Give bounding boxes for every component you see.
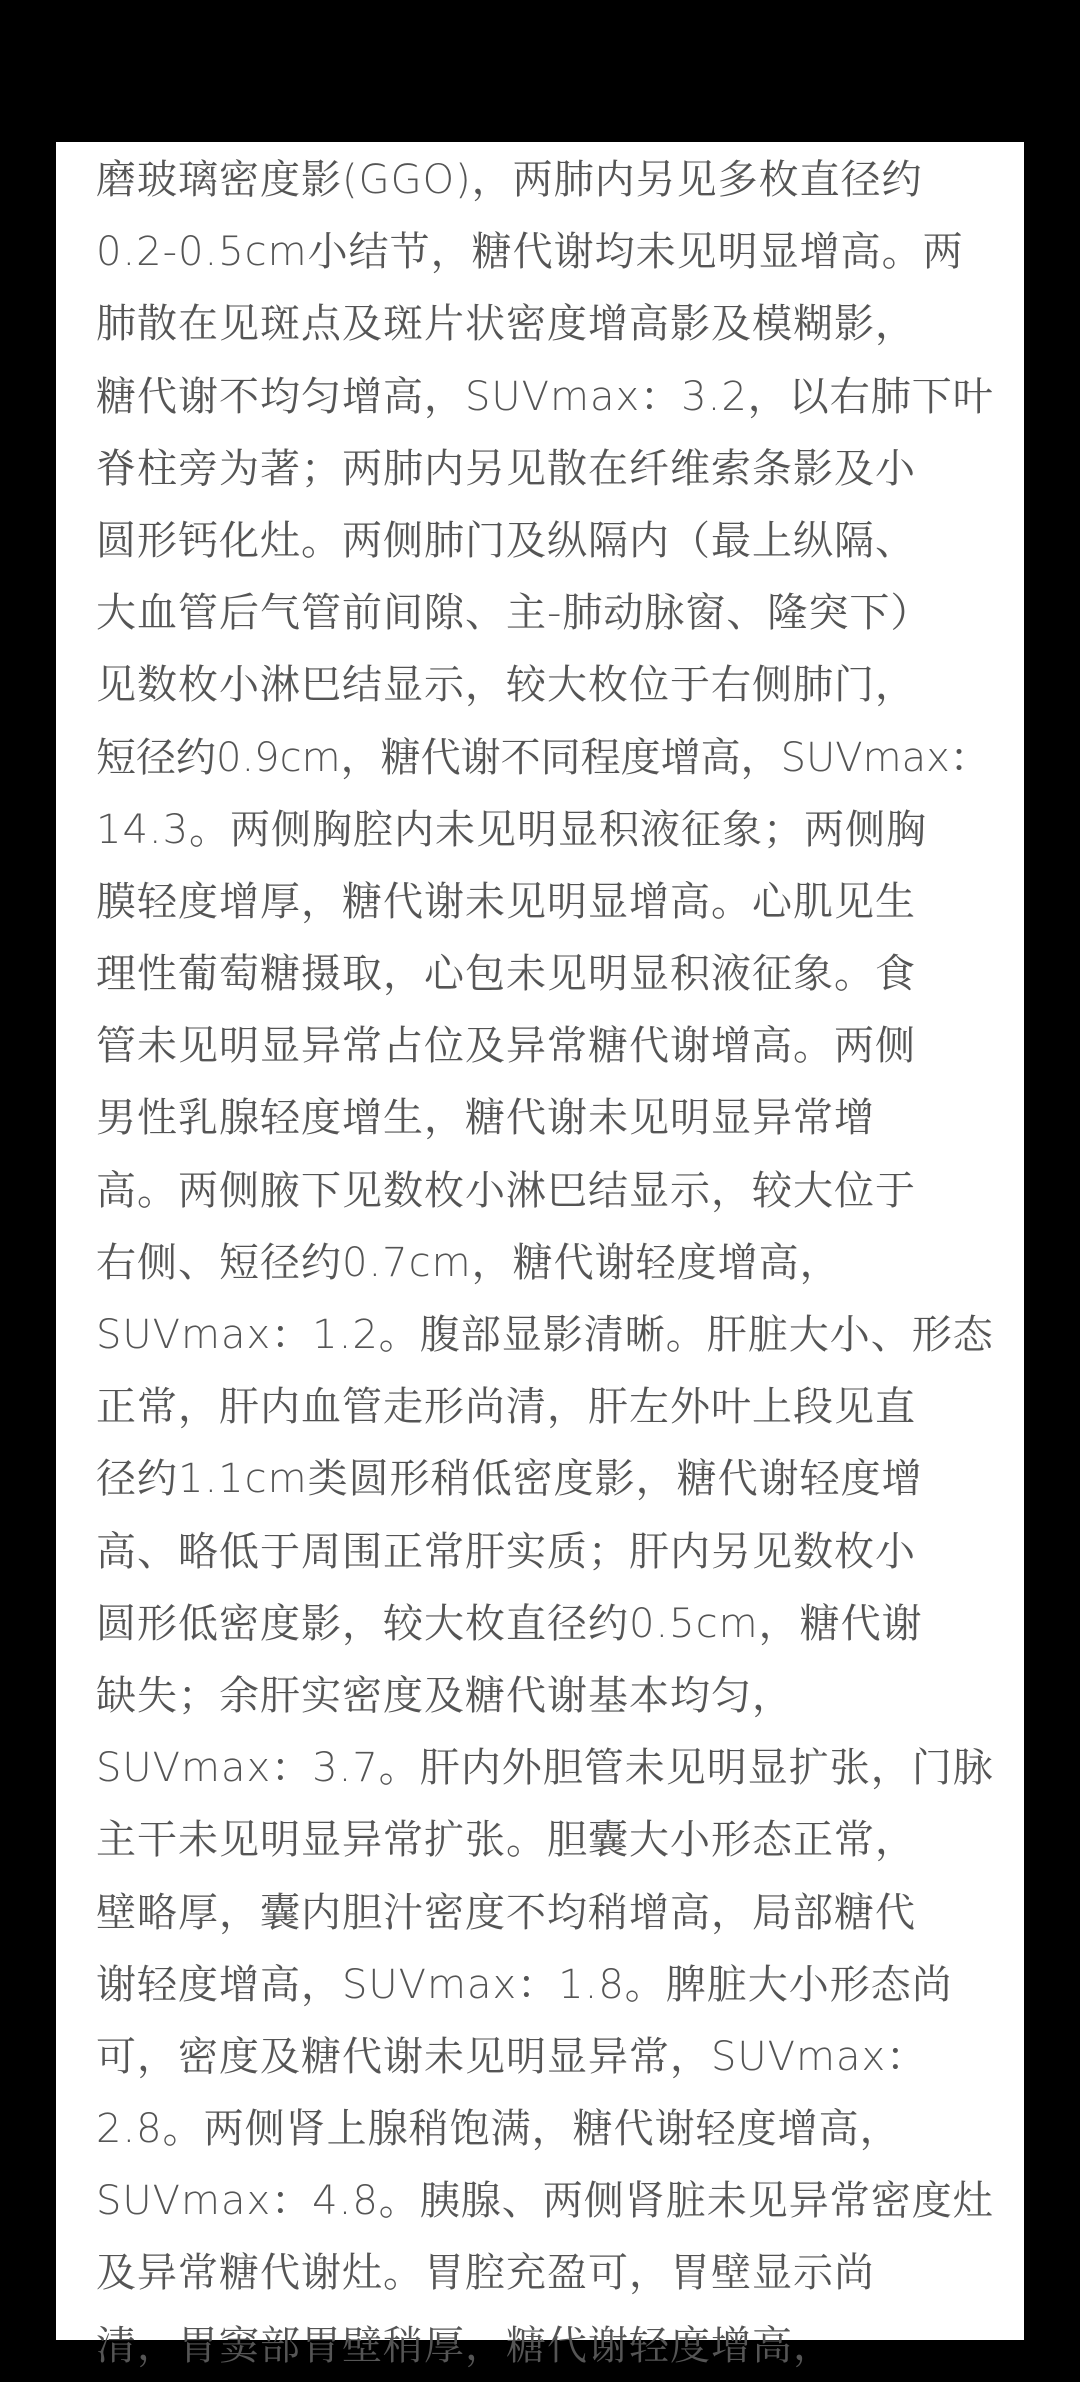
report-line: 14.3。两侧胸腔内未见明显积液征象；两侧胸 bbox=[96, 806, 928, 853]
report-line: 短径约0.9cm，糖代谢不同程度增高，SUVmax： bbox=[96, 734, 990, 781]
report-line: 男性乳腺轻度增生，糖代谢未见明显异常增 bbox=[96, 1095, 875, 1142]
report-line: 谢轻度增高，SUVmax：1.8。脾脏大小形态尚 bbox=[96, 1961, 953, 2008]
report-line: 见数枚小淋巴结显示，较大枚位于右侧肺门， bbox=[96, 662, 916, 709]
report-line: 缺失；余肝实密度及糖代谢基本均匀， bbox=[96, 1672, 793, 1719]
document-page[interactable] bbox=[56, 142, 1024, 2369]
report-line: SUVmax：4.8。胰腺、两侧肾脏未见异常密度灶 bbox=[96, 2178, 994, 2225]
report-line: 正常，肝内血管走形尚清，肝左外叶上段见直 bbox=[96, 1384, 916, 1431]
report-line: 2.8。两侧肾上腺稍饱满，糖代谢轻度增高， bbox=[96, 2106, 901, 2153]
report-line: 圆形钙化灶。两侧肺门及纵隔内（最上纵隔、 bbox=[96, 517, 916, 564]
report-line: 高、略低于周围正常肝实质；肝内另见数枚小 bbox=[96, 1528, 916, 1575]
report-line: 高。两侧腋下见数枚小淋巴结显示，较大位于 bbox=[96, 1167, 916, 1214]
report-line: 理性葡萄糖摄取，心包未见明显积液征象。食 bbox=[96, 951, 916, 998]
report-line: 大血管后气管前间隙、主-肺动脉窗、隆突下） bbox=[96, 590, 932, 637]
report-line: 管未见明显异常占位及异常糖代谢增高。两侧 bbox=[96, 1023, 916, 1070]
report-line: 脊柱旁为著；两肺内另见散在纤维索条影及小 bbox=[96, 445, 916, 492]
report-line: 径约1.1cm类圆形稍低密度影，糖代谢轻度增 bbox=[96, 1456, 923, 1503]
report-line: SUVmax：1.2。腹部显影清晰。肝脏大小、形态 bbox=[96, 1312, 994, 1358]
report-text-block bbox=[96, 144, 1014, 2382]
report-line: 右侧、短径约0.7cm，糖代谢轻度增高， bbox=[96, 1239, 841, 1286]
report-line: 及异常糖代谢灶。胃腔充盈可，胃壁显示尚 bbox=[96, 2250, 875, 2297]
top-black-bar bbox=[0, 0, 1080, 142]
report-line: 圆形低密度影，较大枚直径约0.5cm，糖代谢 bbox=[96, 1600, 923, 1647]
report-line: 壁略厚，囊内胆汁密度不均稍增高，局部糖代 bbox=[96, 1889, 916, 1936]
report-line: 可，密度及糖代谢未见明显异常，SUVmax： bbox=[96, 2033, 928, 2080]
report-line: 肺散在见斑点及斑片状密度增高影及模糊影， bbox=[96, 301, 916, 348]
report-line: SUVmax：3.7。肝内外胆管未见明显扩张，门脉 bbox=[96, 1745, 994, 1792]
report-line: 磨玻璃密度影(GGO)，两肺内另见多枚直径约 bbox=[96, 157, 923, 203]
report-line: 0.2-0.5cm小结节，糖代谢均未见明显增高。两 bbox=[96, 229, 964, 276]
report-line: 主干未见明显异常扩张。胆囊大小形态正常， bbox=[96, 1817, 916, 1864]
report-line: 清，胃窦部胃壁稍厚，糖代谢轻度增高， bbox=[96, 2322, 834, 2369]
report-line: 糖代谢不均匀增高，SUVmax：3.2，以右肺下叶 bbox=[96, 373, 994, 420]
report-line: 膜轻度增厚，糖代谢未见明显增高。心肌见生 bbox=[96, 878, 916, 925]
